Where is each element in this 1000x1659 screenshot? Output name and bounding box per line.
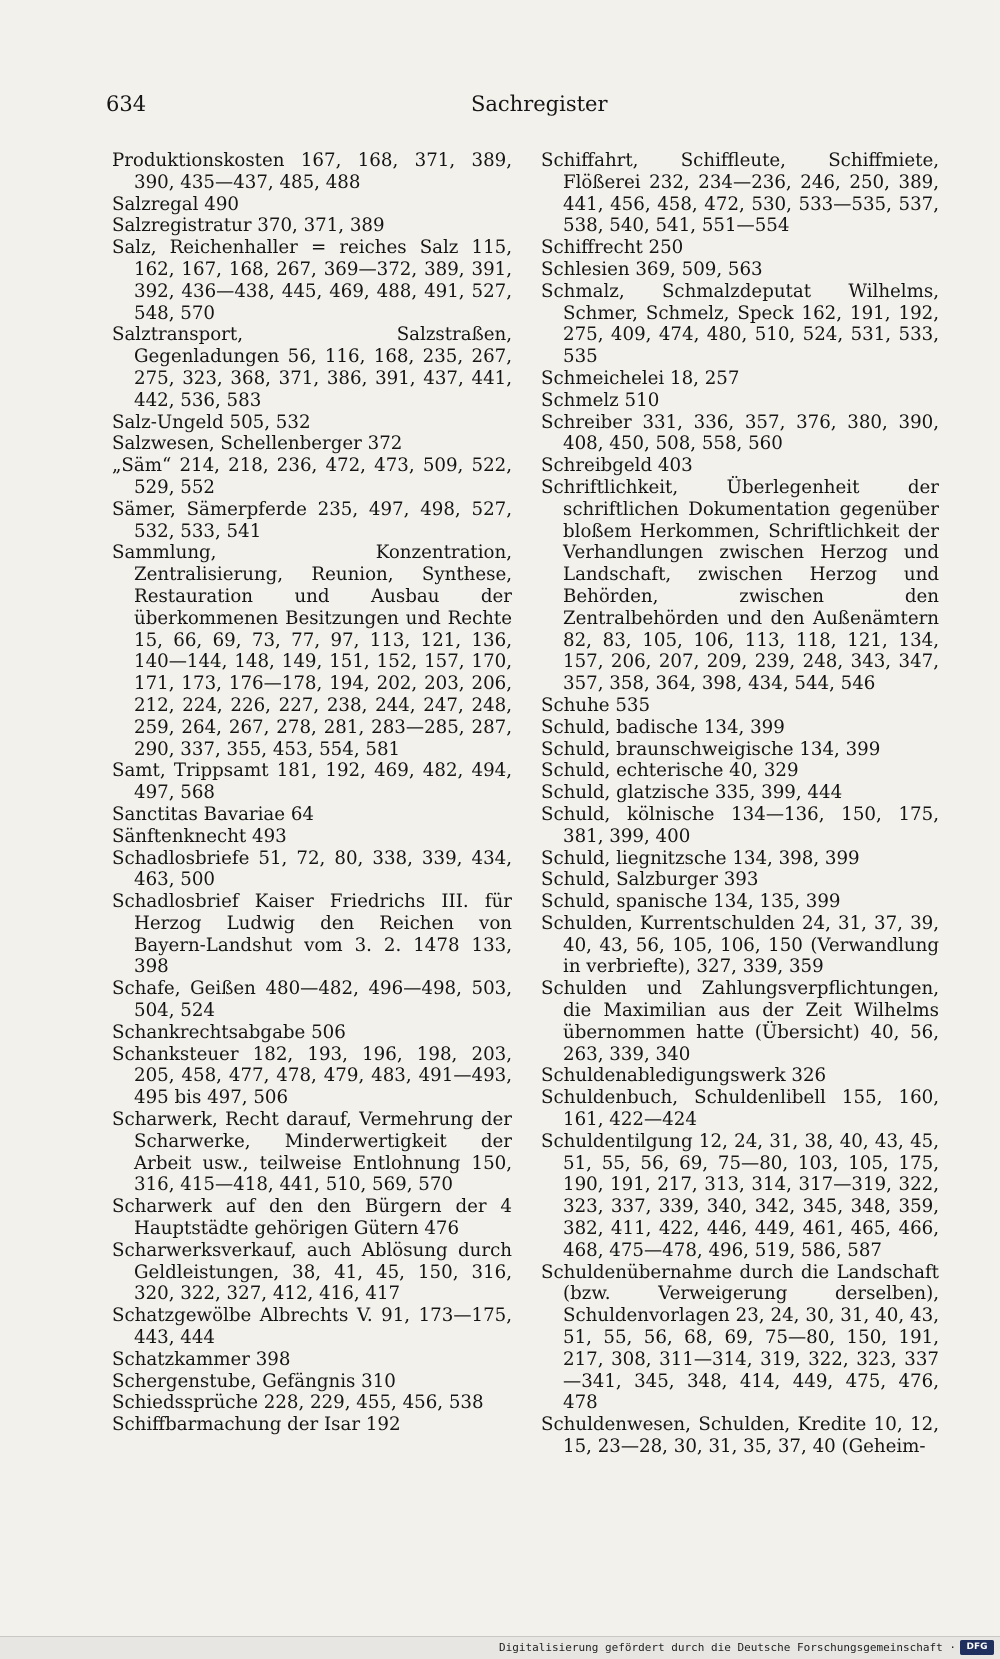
index-entry: Schlesien 369, 509, 563	[541, 258, 763, 280]
index-entry: Schuldentilgung 12, 24, 31, 38, 40, 43, 45, 51, 55, 56, 69, 75—80, 103, 105, 175, 190, 191, 217, 313, 314, 317—319, 322, 323, 337, 339, 340, 342, 345, 348, 359, 382, 411, 422, 446, 449, 461, 465, 466, 468, 475—478, 496, 519, 586, 587	[541, 1130, 939, 1261]
index-entry: Schadlosbrief Kaiser Friedrichs III. für Herzog Ludwig den Reichen von Bayern-Landshut vom 3. 2. 1478 133, 398	[112, 891, 512, 978]
index-entry: Schriftlichkeit, Überlegenheit der schriftlichen Dokumentation gegenüber bloßem Herkommen, Schriftlichkeit der Verhandlungen zwischen Herzog und Landschaft, zwischen Herzog und Behörden, zwischen den Zentralbehörden und den Außenämtern 82, 83, 105, 106, 113, 118, 121, 134, 157, 206, 207, 209, 239, 248, 343, 347, 357, 358, 364, 398, 434, 544, 546	[541, 476, 939, 695]
index-entry: Scharwerk, Recht darauf, Vermehrung der Scharwerke, Minderwertigkeit der Arbeit usw., teilweise Entlohnung 150, 316, 415—418, 441, 510, 569, 570	[112, 1109, 512, 1196]
index-entry: Schuldenbuch, Schuldenlibell 155, 160, 161, 422—424	[541, 1087, 939, 1131]
index-entry: Schankrechtsabgabe 506	[112, 1021, 346, 1043]
index-column-left	[112, 150, 512, 1436]
index-entry: Schuld, spanische 134, 135, 399	[541, 891, 841, 913]
index-entry: Schiffbarmachung der Isar 192	[112, 1414, 401, 1436]
index-entry: Schuld, Salzburger 393	[541, 869, 759, 891]
index-entry: Schergenstube, Gefängnis 310	[112, 1370, 396, 1392]
index-entry: „Säm“ 214, 218, 236, 472, 473, 509, 522, 529, 552	[112, 455, 512, 498]
index-entry: Schreiber 331, 336, 357, 376, 380, 390, 408, 450, 508, 558, 560	[541, 411, 939, 455]
index-entry: Sanctitas Bavariae 64	[112, 803, 314, 825]
index-entry: Schuld, kölnische 134—136, 150, 175, 381, 399, 400	[541, 803, 939, 847]
index-entry: Schatzkammer 398	[112, 1348, 291, 1370]
index-entry: Schadlosbriefe 51, 72, 80, 338, 339, 434, 463, 500	[112, 847, 512, 891]
index-entry: Schuld, echterische 40, 329	[541, 760, 799, 782]
index-entry: Schmalz, Schmalzdeputat Wilhelms, Schmer, Schmelz, Speck 162, 191, 192, 275, 409, 474, 480, 510, 524, 531, 533, 535	[541, 280, 939, 368]
index-entry: Schiffahrt, Schiffleute, Schiffmiete, Flößerei 232, 234—236, 246, 250, 389, 441, 456, 458, 472, 530, 533—535, 537, 538, 540, 541, 551—554	[541, 150, 939, 237]
index-entry: Schuld, liegnitzsche 134, 398, 399	[541, 847, 860, 869]
footer-credit: Digitalisierung gefördert durch die Deutsche Forschungsgemeinschaft ·	[499, 1641, 956, 1654]
page-title: Sachregister	[471, 92, 608, 116]
index-entry: Sämer, Sämerpferde 235, 497, 498, 527, 532, 533, 541	[112, 498, 512, 542]
index-entry: Scharwerk auf den den Bürgern der 4 Hauptstädte gehörigen Gütern 476	[112, 1196, 512, 1240]
index-entry: Schafe, Geißen 480—482, 496—498, 503, 504, 524	[112, 978, 512, 1022]
index-entry: Salzregal 490	[112, 193, 239, 215]
index-entry: Schulden, Kurrentschulden 24, 31, 37, 39, 40, 43, 56, 105, 106, 150 (Verwandlung in verbriefte), 327, 339, 359	[541, 912, 939, 978]
index-entry: Schiedssprüche 228, 229, 455, 456, 538	[112, 1392, 484, 1414]
index-entry: Schuld, badische 134, 399	[541, 716, 785, 738]
index-entry: Salzwesen, Schellenberger 372	[112, 433, 403, 455]
index-entry: Salzregistratur 370, 371, 389	[112, 215, 385, 237]
index-entry: Schmeichelei 18, 257	[541, 367, 740, 389]
index-entry: Schuldenwesen, Schulden, Kredite 10, 12, 15, 23—28, 30, 31, 35, 37, 40 (Geheim-	[541, 1414, 939, 1458]
index-entry: Salz-Ungeld 505, 532	[112, 411, 311, 433]
index-entry: Schuldenabledigungswerk 326	[541, 1065, 827, 1087]
index-entry: Schiffrecht 250	[541, 237, 684, 259]
index-entry: Schmelz 510	[541, 389, 660, 411]
index-entry: Schreibgeld 403	[541, 455, 693, 477]
page-number: 634	[106, 92, 147, 116]
dfg-logo-icon: DFG	[960, 1640, 994, 1655]
index-entry: Schulden und Zahlungsverpflichtungen, die Maximilian aus der Zeit Wilhelms übernommen hatte (Übersicht) 40, 56, 263, 339, 340	[541, 978, 939, 1065]
page-header	[106, 92, 945, 122]
footer-bar	[0, 1636, 1000, 1659]
index-entry: Scharwerksverkauf, auch Ablösung durch Geldleistungen, 38, 41, 45, 150, 316, 320, 322, 327, 412, 416, 417	[112, 1239, 512, 1305]
index-entry: Schuld, braunschweigische 134, 399	[541, 738, 881, 760]
index-entry: Produktionskosten 167, 168, 371, 389, 390, 435—437, 485, 488	[112, 150, 512, 193]
index-entry: Schuldenübernahme durch die Landschaft (bzw. Verweigerung derselben), Schuldenvorlagen 23, 24, 30, 31, 40, 43, 51, 55, 56, 68, 69, 75—80, 150, 191, 217, 308, 311—314, 319, 322, 323, 337—341, 345, 348, 414, 449, 475, 476, 478	[541, 1261, 939, 1414]
index-entry: Salz, Reichenhaller = reiches Salz 115, 162, 167, 168, 267, 369—372, 389, 391, 392, 436—438, 445, 469, 488, 491, 527, 548, 570	[112, 237, 512, 324]
index-entry: Sammlung, Konzentration, Zentralisierung, Reunion, Synthese, Restauration und Ausbau der überkommenen Besitzungen und Rechte 15, 66, 69, 73, 77, 97, 113, 121, 136, 140—144, 148, 149, 151, 152, 157, 170, 171, 173, 176—178, 194, 202, 203, 206, 212, 224, 226, 227, 238, 244, 247, 248, 259, 264, 267, 278, 281, 283—285, 287, 290, 337, 355, 453, 554, 581	[112, 542, 512, 760]
index-entry: Schuhe 535	[541, 694, 651, 716]
index-entry: Schuld, glatzische 335, 399, 444	[541, 782, 843, 804]
index-entry: Sänftenknecht 493	[112, 825, 287, 847]
index-entry: Schanksteuer 182, 193, 196, 198, 203, 205, 458, 477, 478, 479, 483, 491—493, 495 bis 497, 506	[112, 1043, 512, 1109]
index-entry: Samt, Trippsamt 181, 192, 469, 482, 494, 497, 568	[112, 760, 512, 804]
index-entry: Salztransport, Salzstraßen, Gegenladungen 56, 116, 168, 235, 267, 275, 323, 368, 371, 386, 391, 437, 441, 442, 536, 583	[112, 324, 512, 411]
index-entry: Schatzgewölbe Albrechts V. 91, 173—175, 443, 444	[112, 1305, 512, 1349]
index-column-right	[541, 150, 939, 1458]
